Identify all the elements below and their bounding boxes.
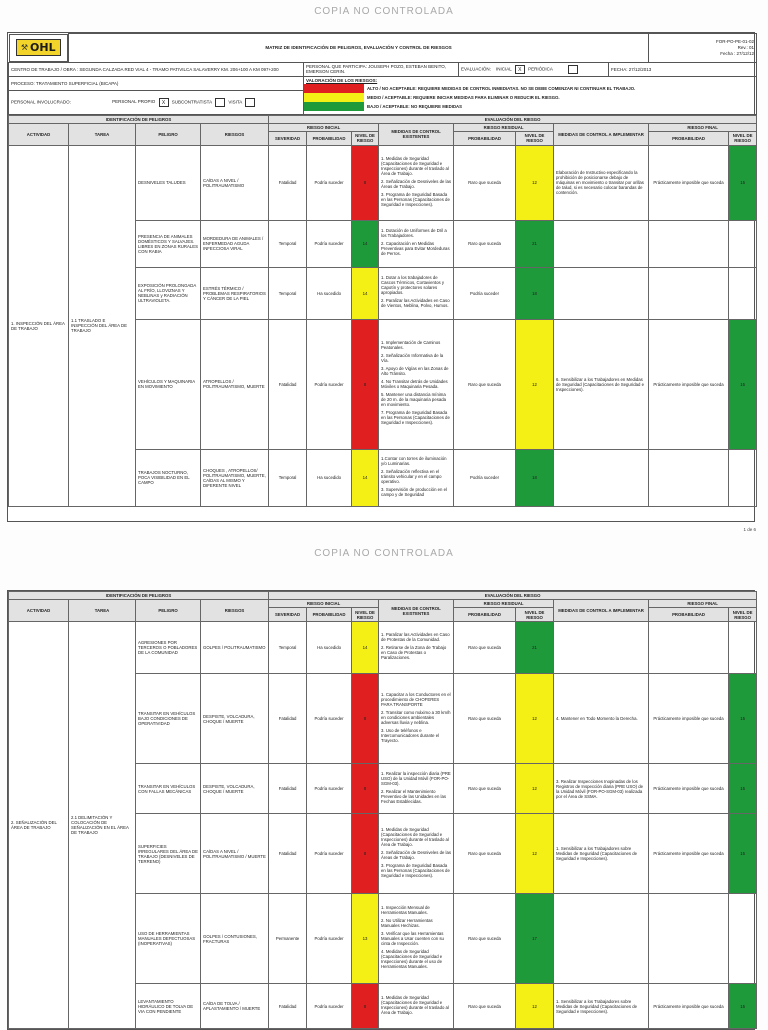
riesgos-cell: DESPISTE, VOLCADURA, CHOQUE / MUERTE xyxy=(201,674,269,764)
residual-probabilidad-cell: Raro que suceda xyxy=(454,984,516,1029)
riesgos-cell: GOLPES / POLITRAUMATISMO xyxy=(201,622,269,674)
table-row xyxy=(9,145,757,220)
medidas-implementar-cell xyxy=(554,449,649,506)
final-probabilidad-cell: Prácticamente imposible que suceda xyxy=(649,674,729,764)
doc-code: FOR-PO-PE-01-02 xyxy=(716,38,755,44)
final-probabilidad-cell xyxy=(649,449,729,506)
legend-alto xyxy=(304,84,756,93)
th-tarea: TAREA xyxy=(69,123,136,145)
th-residual-nivel: NIVEL DE RIESGO xyxy=(516,131,554,145)
legend-swatch-yellow xyxy=(304,93,364,102)
th-final-probabilidad: PROBABILIDAD xyxy=(649,131,729,145)
medidas-existentes-cell xyxy=(379,220,454,267)
medida-item: 1. Implementación de Caminos Peatonales. xyxy=(381,340,441,350)
peligro-cell: AGRESIONES POR TERCEROS O POBLADORES DE LA COMUNIDAD xyxy=(136,622,201,674)
valoracion-label: VALORACIÓN DE LOS RIESGOS: xyxy=(306,77,378,83)
th2-riesgo-inicial: RIESGO INICIAL xyxy=(269,600,379,608)
visita-label: VISITA xyxy=(228,99,243,105)
centro-trabajo: CENTRO DE TRABAJO / OBRA : SEGUNDA CALZADA RED VIAL 4 - TRAMO PATIVILCA SALAVERRY KM. 206+100 A KM 097+200 xyxy=(9,62,304,76)
severidad-cell: Temporal xyxy=(269,267,307,319)
th2-medidas-existentes: MEDIDAS DE CONTROL EXISTENTES xyxy=(379,600,454,622)
document-title: MATRIZ DE IDENTIFICACIÓN DE PELIGROS, EVALUACIÓN Y CONTROL DE RIESGOS xyxy=(69,34,649,63)
severidad-cell: Fatalidad xyxy=(269,764,307,814)
probabilidad-cell: Podría suceder xyxy=(307,319,352,449)
th2-nivel: NIVEL DE RIESGO xyxy=(352,608,379,622)
logo: ⚒ OHL xyxy=(9,34,69,62)
riesgos-cell: DESPISTE, VOLCADURA, CHOQUE / MUERTE xyxy=(201,764,269,814)
nivel-riesgo-residual-cell: 12 xyxy=(516,145,554,220)
medidas-implementar-cell: 1. Sensibilizar a los Trabajadores sobre Medidas de Seguridad (Capacitaciones de Seguridad e Inspecciones). xyxy=(554,814,649,894)
th2-medidas-implementar: MEDIDAS DE CONTROL A IMPLEMENTAR xyxy=(554,600,649,622)
medida-item: 5. Mantener una distancia mínima de 20 m. de la maquinaria pesada en movimiento. xyxy=(381,392,447,407)
th2-final-probabilidad: PROBABILIDAD xyxy=(649,608,729,622)
th2-evaluacion: EVALUACIÓN DEL RIESGO xyxy=(269,592,757,600)
nivel-riesgo-inicial-cell: 8 xyxy=(352,984,379,1029)
final-probabilidad-cell: Prácticamente imposible que suceda xyxy=(649,764,729,814)
medida-item: 1. Capacitar a los Conductores en el procedimiento de CHOFERES PARA TRANSPORTE xyxy=(381,691,451,707)
medida-item: 2. Retirarse de la Zona de Trabajo en Caso de Protestas o Paralizaciones. xyxy=(381,645,447,660)
legend-medio xyxy=(304,93,756,102)
probabilidad-cell: Ha sucedido xyxy=(307,449,352,506)
riesgos-cell: CAÍDAS A NIVEL / POLITRAUMATISMO / MUERTE xyxy=(201,814,269,894)
peligro-cell: VEHÍCULOS Y MAQUINARIA EN MOVIMIENTO xyxy=(136,319,201,449)
th-medidas-existentes: MEDIDAS DE CONTROL EXISTENTES xyxy=(379,123,454,145)
personal-involucrado-label: PERSONAL INVOLUCRADO: xyxy=(11,99,71,105)
th-evaluacion: EVALUACIÓN DEL RIESGO xyxy=(269,115,757,123)
medida-item: 2. Señalización reflectiva en el tránsito vehicular y en el campo operativo. xyxy=(381,468,442,484)
final-probabilidad-cell xyxy=(649,894,729,984)
medidas-existentes-cell xyxy=(379,145,454,220)
legend-swatch-red xyxy=(304,84,364,93)
legend-text-alto: ALTO / NO ACEPTABLE: REQUIERE MEDIDAS DE CONTROL INMEDIATAS. NO SE DEBE COMENZAR NI CONTINUAR EL TRABAJO. xyxy=(367,85,636,91)
doc-code-block xyxy=(649,34,757,63)
severidad-cell: Fatalidad xyxy=(269,674,307,764)
personal-involucrado-field xyxy=(9,90,304,114)
nivel-riesgo-final-cell: 15 xyxy=(729,674,757,764)
th-probabilidad: PROBABILIDAD xyxy=(307,131,352,145)
inicial-label: INICIAL xyxy=(495,66,512,72)
final-probabilidad-cell xyxy=(649,622,729,674)
medida-item: 2. Realizar el Mantenimiento Preventivo de las Unidades en las Fechas Establecidas. xyxy=(381,788,447,804)
th2-probabilidad: PROBABILIDAD xyxy=(307,608,352,622)
medida-item: 1. Inspección Mensual de Herramientas Manuales. xyxy=(381,905,430,915)
th2-severidad: SEVERIDAD xyxy=(269,608,307,622)
medidas-implementar-cell: 4. Mantener en Todo Momento la Derecha. xyxy=(554,674,649,764)
table-row xyxy=(9,622,757,674)
medida-item: 1. Medidas de Seguridad (Capacitaciones de Seguridad e Inspecciones) durante el traslado al Área de Trabajo. xyxy=(381,994,449,1015)
medidas-existentes-cell xyxy=(379,894,454,984)
probabilidad-cell: Podría suceder xyxy=(307,814,352,894)
nivel-riesgo-residual-cell: 17 xyxy=(516,894,554,984)
medida-item: 1. Medidas de Seguridad (Capacitaciones de Seguridad e Inspecciones) durante el traslado al Área de Trabajo. xyxy=(381,826,449,847)
medidas-implementar-cell xyxy=(554,622,649,674)
final-probabilidad-cell xyxy=(649,220,729,267)
nivel-riesgo-inicial-cell: 14 xyxy=(352,622,379,674)
watermark-top: COPIA NO CONTROLADA xyxy=(314,6,454,17)
residual-probabilidad-cell: Raro que suceda xyxy=(454,622,516,674)
nivel-riesgo-inicial-cell: 13 xyxy=(352,894,379,984)
final-probabilidad-cell: Prácticamente imposible que suceda xyxy=(649,319,729,449)
th-riesgo-inicial: RIESGO INICIAL xyxy=(269,123,379,131)
riesgos-cell: MORDEDURA DE ANIMALES / ENFERMEDAD AGUDA INFECCIOSA VIRAL xyxy=(201,220,269,267)
logo-text: OHL xyxy=(30,41,56,54)
severidad-cell: Permanente xyxy=(269,894,307,984)
risk-matrix-page-1 xyxy=(8,115,757,507)
residual-probabilidad-cell: Raro que suceda xyxy=(454,145,516,220)
nivel-riesgo-inicial-cell: 14 xyxy=(352,449,379,506)
medida-item: 2. Capacitación en Medidas Preventivas para Evitar Mordeduras de Perros. xyxy=(381,241,450,256)
nivel-riesgo-residual-cell: 12 xyxy=(516,319,554,449)
medidas-implementar-cell xyxy=(554,267,649,319)
final-probabilidad-cell xyxy=(649,267,729,319)
legend-text-bajo: BAJO / ACEPTABLE: NO REQUIERE MEDIDAS xyxy=(367,103,463,109)
legend-text-medio: MEDIO / ACEPTABLE: REQUIERE INICIAR MEDIDAS PARA ELIMINAR O REDUCIR EL RIESGO. xyxy=(367,94,560,100)
medidas-existentes-cell xyxy=(379,984,454,1029)
nivel-riesgo-final-cell: 15 xyxy=(729,984,757,1029)
medida-item: 7. Programa de Seguridad Basada en las Personas (Capacitaciones de Seguridad e Inspecciones). xyxy=(381,410,450,425)
medidas-implementar-cell: 6. Sensibilizar a los Trabajadores en Medidas de Seguridad (Capacitaciones de Seguridad e Inspecciones). xyxy=(554,319,649,449)
riesgos-cell: GOLPES / CONTUSIONES, FRACTURAS xyxy=(201,894,269,984)
probabilidad-cell: Podría suceder xyxy=(307,220,352,267)
th-riesgos: RIESGOS xyxy=(201,123,269,145)
subcontratista-label: SUBCONTRATISTA xyxy=(171,99,212,105)
personal-participa: PERSONAL QUE PARTICIPA: JOUSEPH POZO, ESTEBAN BENITO, EMERSON CERIN. xyxy=(304,62,459,76)
riesgos-cell: ESTRÉS TÉRMICO / PROBLEMAS RESPIRATORIOS Y CÁNCER DE LA PIEL xyxy=(201,267,269,319)
nivel-riesgo-final-cell xyxy=(729,894,757,984)
riesgos-cell: CAÍDAS A NIVEL / POLITRAUMATISMO xyxy=(201,145,269,220)
medida-item: 2. Paralizar las Actividades en Caso de Vientos, Neblina, Polvo, Humos. xyxy=(381,298,450,308)
medidas-existentes-cell xyxy=(379,764,454,814)
visita-checkbox[interactable] xyxy=(245,98,255,107)
valoracion-riesgos xyxy=(304,76,757,114)
residual-probabilidad-cell: Raro que suceda xyxy=(454,220,516,267)
probabilidad-cell: Podría suceder xyxy=(307,764,352,814)
watermark-bottom: COPIA NO CONTROLADA xyxy=(314,548,454,559)
personal-propio-checkbox[interactable]: X xyxy=(159,98,169,107)
personal-propio-label: PERSONAL PROPIO xyxy=(112,99,156,105)
nivel-riesgo-residual-cell: 12 xyxy=(516,764,554,814)
th2-riesgo-residual: RIESGO RESIDUAL xyxy=(454,600,554,608)
medidas-existentes-cell xyxy=(379,449,454,506)
document-page-1 xyxy=(7,32,755,522)
doc-rev: Rev.: 01 xyxy=(737,44,755,50)
severidad-cell: Fatalidad xyxy=(269,319,307,449)
evaluacion-label: EVALUACIÓN: xyxy=(461,66,491,72)
th2-peligro: PELIGRO xyxy=(136,600,201,622)
residual-probabilidad-cell: Podría suceder xyxy=(454,449,516,506)
nivel-riesgo-final-cell: 15 xyxy=(729,814,757,894)
nivel-riesgo-residual-cell: 21 xyxy=(516,622,554,674)
probabilidad-cell: Podría suceder xyxy=(307,145,352,220)
th2-actividad: ACTIVIDAD xyxy=(9,600,69,622)
medida-item: 1. Paralizar las Actividades en Caso de Protestas de la Comunidad. xyxy=(381,632,450,642)
severidad-cell: Temporal xyxy=(269,622,307,674)
nivel-riesgo-inicial-cell: 14 xyxy=(352,220,379,267)
severidad-cell: Temporal xyxy=(269,449,307,506)
nivel-riesgo-final-cell xyxy=(729,449,757,506)
severidad-cell: Fatalidad xyxy=(269,814,307,894)
medida-item: 2. No Utilizar Herramientas Manuales Hechizas. xyxy=(381,918,433,928)
medida-item: 2. Señalización de Desniveles de las Áreas de Trabajo. xyxy=(381,178,452,189)
th2-riesgos: RIESGOS xyxy=(201,600,269,622)
residual-probabilidad-cell: Raro que suceda xyxy=(454,894,516,984)
tarea-cell: 2.1 DELIMITACIÓN Y COLOCACIÓN DE SEÑALIZACIÓN EN EL ÁREA DE TRABAJO xyxy=(69,622,136,1029)
final-probabilidad-cell: Prácticamente imposible que suceda xyxy=(649,814,729,894)
nivel-riesgo-inicial-cell: 8 xyxy=(352,674,379,764)
final-probabilidad-cell: Prácticamente imposible que suceda xyxy=(649,145,729,220)
severidad-cell: Temporal xyxy=(269,220,307,267)
probabilidad-cell: Podría suceder xyxy=(307,674,352,764)
nivel-riesgo-final-cell xyxy=(729,267,757,319)
peligro-cell: USO DE HERRAMIENTAS MANUALES DEFECTUOSAS (INOPERATIVAS) xyxy=(136,894,201,984)
medida-item: 2. Señalización de Desniveles de las Áreas de Trabajo. xyxy=(381,849,452,860)
peligro-cell: TRABAJOS NOCTURNO, POCA VISIBILIDAD EN EL CAMPO xyxy=(136,449,201,506)
nivel-riesgo-residual-cell: 21 xyxy=(516,220,554,267)
probabilidad-cell: Ha sucedido xyxy=(307,267,352,319)
nivel-riesgo-inicial-cell: 8 xyxy=(352,145,379,220)
risk-matrix-page-2 xyxy=(8,591,757,1029)
peligro-cell: EXPOSICIÓN PROLONGADA AL FRÍO, LLOVIZNAS Y NEBLINAS y RADIACIÓN ULTRAVIOLETA. xyxy=(136,267,201,319)
medida-item: 2. Transitar como máximo a 30 km/h en condiciones ambientales adversas lluvia y neblina. xyxy=(381,709,451,725)
actividad-cell: 2. SEÑALIZACIÓN DEL ÁREA DE TRABAJO xyxy=(9,622,69,1029)
residual-probabilidad-cell: Raro que suceda xyxy=(454,764,516,814)
peligro-cell: TRANSITAR EN VEHÍCULOS CON FALLAS MECÁNICAS xyxy=(136,764,201,814)
th2-final-nivel: NIVEL DE RIESGO xyxy=(729,608,757,622)
medidas-implementar-cell: 1. Sensibilizar a los Trabajadores sobre Medidas de Seguridad (Capacitaciones de Seguridad e Inspecciones). xyxy=(554,984,649,1029)
medida-item: 3. Apoyo de Vigías en las Zonas de Alto Tránsito. xyxy=(381,366,449,376)
peligro-cell: SUPERFICIES IRREGULARES DEL ÁREA DE TRABAJO (DESNIVELES DE TERRENO) xyxy=(136,814,201,894)
page-number: 1 de 6 xyxy=(743,527,756,532)
medida-item: 3. Verificar que las Herramientas Manuales a Usar cuenten con su cinta de Inspección. xyxy=(381,931,444,946)
nivel-riesgo-residual-cell: 12 xyxy=(516,814,554,894)
nivel-riesgo-final-cell xyxy=(729,220,757,267)
medidas-implementar-cell: 3. Realizar Inspecciones Inopinadas de los Registros de Inspección diaria (PRE USO) de la Unidad Móvil (FOR-PO-SGM-03) realizada por el Área de SSMA. xyxy=(554,764,649,814)
medidas-existentes-cell xyxy=(379,622,454,674)
medida-item: 2. Señalización Informativa de la Vía. xyxy=(381,353,444,363)
th2-riesgo-final: RIESGO FINAL xyxy=(649,600,757,608)
matrix-body-page-2 xyxy=(9,622,757,1029)
document-page-2 xyxy=(7,590,755,1030)
nivel-riesgo-residual-cell: 12 xyxy=(516,674,554,764)
legend-swatch-green xyxy=(304,102,364,111)
nivel-riesgo-inicial-cell: 8 xyxy=(352,814,379,894)
medida-item: 3. Uso de teléfonos e Intercomunicadores durante el Trayecto. xyxy=(381,727,440,743)
medida-item: 1. Realizar la inspección diaria (PRE USO) de la Unidad Móvil (FOR-PO-SGM-03). xyxy=(381,770,451,786)
th-actividad: ACTIVIDAD xyxy=(9,123,69,145)
tarea-cell: 1.1 TRASLADO E INSPECCIÓN DEL ÁREA DE TRABAJO xyxy=(69,145,136,506)
th2-residual-probabilidad: PROBABILIDAD xyxy=(454,608,516,622)
residual-probabilidad-cell: Raro que suceda xyxy=(454,319,516,449)
medidas-implementar-cell xyxy=(554,220,649,267)
medidas-existentes-cell xyxy=(379,267,454,319)
document-header xyxy=(8,33,757,115)
th-nivel: NIVEL DE RIESGO xyxy=(352,131,379,145)
fecha-field: FECHA: 27/12/2013 xyxy=(609,62,757,76)
medida-item: 3. Programa de Seguridad Basada en las Personas (Capacitaciones de Seguridad e Inspecciones). xyxy=(381,862,450,878)
probabilidad-cell: Ha sucedido xyxy=(307,622,352,674)
doc-fecha: Fecha : 27/12/12 xyxy=(720,50,755,56)
peligro-cell: LEVANTAMIENTO HIDRÁULICO DE TOLVA DE VIA CON PENDIENTE xyxy=(136,984,201,1029)
nivel-riesgo-final-cell: 15 xyxy=(729,764,757,814)
medida-item: 1.Contar con torres de iluminación y/o Luminarias. xyxy=(381,455,447,466)
severidad-cell: Fatalidad xyxy=(269,145,307,220)
nivel-riesgo-inicial-cell: 14 xyxy=(352,267,379,319)
nivel-riesgo-residual-cell: 18 xyxy=(516,449,554,506)
medida-item: 3. Supervisión de producción en el campo y de Seguridad xyxy=(381,486,447,497)
proceso-field: PROCESO: TRATAMIENTO SUPERFICIAL (BICAPA) xyxy=(9,76,304,90)
actividad-cell: 1. INSPECCIÓN DEL ÁREA DE TRABAJO xyxy=(9,145,69,506)
medidas-existentes-cell xyxy=(379,814,454,894)
th2-residual-nivel: NIVEL DE RIESGO xyxy=(516,608,554,622)
medida-item: 4. Medidas de Seguridad (Capacitaciones de Seguridad e Inspecciones) durante el uso de Herramientas Manuales. xyxy=(381,949,443,969)
periodica-checkbox[interactable] xyxy=(568,65,578,74)
nivel-riesgo-residual-cell: 12 xyxy=(516,984,554,1029)
probabilidad-cell: Podría suceder xyxy=(307,984,352,1029)
nivel-riesgo-inicial-cell: 8 xyxy=(352,764,379,814)
th-riesgo-residual: RIESGO RESIDUAL xyxy=(454,123,554,131)
nivel-riesgo-final-cell: 15 xyxy=(729,319,757,449)
nivel-riesgo-final-cell: 15 xyxy=(729,145,757,220)
th-riesgo-final: RIESGO FINAL xyxy=(649,123,757,131)
probabilidad-cell: Podría suceder xyxy=(307,894,352,984)
legend-bajo xyxy=(304,102,756,111)
medida-item: 1. Dotar a los trabajadores de Cascos Térmicos, Cortavientos y Capotín y protectores solares apropiados. xyxy=(381,275,445,295)
riesgos-cell: CAÍDA DE TOLVA / APLASTAMIENTO / MUERTE xyxy=(201,984,269,1029)
residual-probabilidad-cell: Podría suceder xyxy=(454,267,516,319)
peligro-cell: PRESENCIA DE ANIMALES DOMÉSTICOS Y SALVAJES. LIBRES EN ZONAS RURALES CON RABIA xyxy=(136,220,201,267)
medida-item: 1. Dotación de Uniformes de Dril a los Trabajadores. xyxy=(381,228,447,238)
nivel-riesgo-residual-cell: 18 xyxy=(516,267,554,319)
periodica-label: PERIÓDICA xyxy=(528,66,553,72)
th2-identificacion: IDENTIFICACIÓN DE PELIGROS xyxy=(9,592,269,600)
th-medidas-implementar: MEDIDAS DE CONTROL A IMPLEMENTAR xyxy=(554,123,649,145)
th-severidad: SEVERIDAD xyxy=(269,131,307,145)
medidas-existentes-cell xyxy=(379,674,454,764)
th-peligro: PELIGRO xyxy=(136,123,201,145)
residual-probabilidad-cell: Raro que suceda xyxy=(454,814,516,894)
peligro-cell: DESNIVELES TALUDES xyxy=(136,145,201,220)
matrix-body-page-1 xyxy=(9,145,757,506)
subcontratista-checkbox[interactable] xyxy=(215,98,225,107)
medidas-existentes-cell xyxy=(379,319,454,449)
nivel-riesgo-final-cell xyxy=(729,622,757,674)
medidas-implementar-cell xyxy=(554,894,649,984)
inicial-checkbox[interactable]: X xyxy=(515,65,525,74)
severidad-cell: Fatalidad xyxy=(269,984,307,1029)
th-identificacion: IDENTIFICACIÓN DE PELIGROS xyxy=(9,115,269,123)
riesgos-cell: ATROPELLOS / POLITRAUMATISMO, MUERTE xyxy=(201,319,269,449)
th-final-nivel: NIVEL DE RIESGO xyxy=(729,131,757,145)
evaluacion-field xyxy=(459,62,609,76)
final-probabilidad-cell: Prácticamente imposible que suceda xyxy=(649,984,729,1029)
riesgos-cell: CHOQUES , ATROPELLOS/ POLITRAUMATISMO, MUERTE, CAÍDAS AL MISMO Y DIFERENTE NIVEL xyxy=(201,449,269,506)
peligro-cell: TRANSITAR EN VEHÍCULOS BAJO CONDICIONES DE OPERATIVIDAD xyxy=(136,674,201,764)
medida-item: 3. Programa de Seguridad Basada en las Personas (Capacitaciones de Seguridad e Inspecciones). xyxy=(381,191,450,207)
residual-probabilidad-cell: Raro que suceda xyxy=(454,674,516,764)
medida-item: 1. Medidas de Seguridad (Capacitaciones de Seguridad e Inspecciones) durante el traslado al Área de Trabajo. xyxy=(381,155,449,176)
th-residual-probabilidad: PROBABILIDAD xyxy=(454,131,516,145)
th2-tarea: TAREA xyxy=(69,600,136,622)
medida-item: 4. No Transitar detrás de Unidades Móviles o Maquinaria Pesada. xyxy=(381,379,448,389)
medidas-implementar-cell: Elaboración de Instructivo especificando la prohibición de posicionarse debajo de máquinas en movimiento o transitar por orillas de talud, si es necesario colocar barandas de contención. xyxy=(554,145,649,220)
nivel-riesgo-inicial-cell: 8 xyxy=(352,319,379,449)
